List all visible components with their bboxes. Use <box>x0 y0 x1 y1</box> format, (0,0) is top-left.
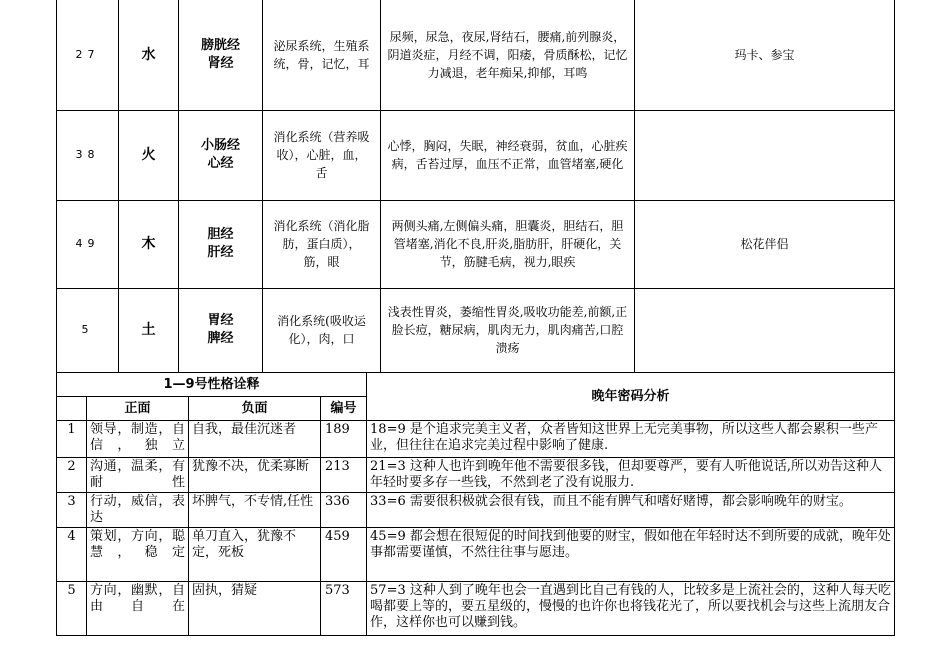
row-index: 1 <box>57 421 87 458</box>
system-cell: 泌尿系统，生殖系统，骨，记忆，耳 <box>263 0 381 110</box>
symptom-cell: 尿频，尿急，夜尿,肾结石，腰痛,前列腺炎，阴道炎症，月经不调，阳痿，骨质酥松，记忆力减退，老年痴呆,抑郁，耳鸣 <box>381 0 635 110</box>
gemstone-cell <box>635 110 895 200</box>
meridian-table <box>56 0 895 373</box>
meridian-name: 膀胱经 <box>200 37 240 53</box>
negative-traits: 固执，猜疑 <box>189 582 321 636</box>
table-row <box>57 528 895 582</box>
meridian-name: 胃经 <box>207 313 234 328</box>
personality-table <box>56 372 895 636</box>
symptom-cell: 浅表性胃炎，萎缩性胃炎,吸收功能差,前额,正脸长痘，糖尿病，肌肉无力，肌肉痛苦,口腔溃疡 <box>381 288 635 372</box>
positive-traits: 策划，方向，聪慧，稳定 <box>87 528 189 582</box>
positive-traits: 方向，幽默，自由自在 <box>87 582 189 636</box>
analysis-text: 33=6 需要很积极就会很有钱，而且不能有脾气和嗜好赌博，都会影响晚年的财宝。 <box>367 493 895 528</box>
positive-traits: 行动，威信，表达 <box>87 493 189 528</box>
negative-header: 负面 <box>189 397 321 421</box>
meridian-cell <box>179 288 263 372</box>
code-number: 336 <box>321 493 367 528</box>
analysis-text: 18=9 是个追求完美主义者，众者皆知这世界上无完美事物，所以这些人都会累积一些产业，但往往在追求完美过程中影响了健康. <box>367 421 895 458</box>
system-cell: 消化系统（消化脂肪，蛋白质），筋，眼 <box>263 200 381 288</box>
analysis-text: 45=9 都会想在很短促的时间找到他要的财宝，假如他在年轻时达不到所要的成就，晚年处事都需要谨慎，不然往往事与愿违。 <box>367 528 895 582</box>
negative-traits: 自我，最佳沉迷者 <box>189 421 321 458</box>
code-number: 189 <box>321 421 367 458</box>
analysis-text: 21=3 这种人也许到晚年他不需要很多钱，但却要尊严，要有人听他说话,所以劝告这种人年轻时要多存一些钱，不然到老了没有说服力. <box>367 458 895 493</box>
number-cell: 49 <box>57 200 119 288</box>
positive-header: 正面 <box>87 397 189 421</box>
negative-traits: 单刀直入，犹豫不定，死板 <box>189 528 321 582</box>
system-cell: 消化系统（营养吸收），心脏，血，舌 <box>263 110 381 200</box>
code-number: 459 <box>321 528 367 582</box>
negative-traits: 坏脾气，不专情,任性 <box>189 493 321 528</box>
number-cell: 5 <box>57 288 119 372</box>
row-index: 4 <box>57 528 87 582</box>
index-header <box>57 397 87 421</box>
code-header: 编号 <box>321 397 367 421</box>
row-index: 5 <box>57 582 87 636</box>
table-row <box>57 110 895 200</box>
code-number: 213 <box>321 458 367 493</box>
analysis-title: 晚年密码分析 <box>367 373 895 421</box>
number-cell: 38 <box>57 110 119 200</box>
code-number: 573 <box>321 582 367 636</box>
table-row <box>57 200 895 288</box>
table-row <box>57 288 895 372</box>
meridian-cell <box>179 200 263 288</box>
personality-title: 1—9号性格诠释 <box>57 373 367 397</box>
meridian-name: 脾经 <box>207 331 234 346</box>
symptom-cell: 两侧头痛,左侧偏头痛，胆囊炎，胆结石，胆管堵塞,消化不良,肝炎,脂肪肝，肝硬化，关节，筋腱毛病，视力,眼疾 <box>381 200 635 288</box>
gemstone-cell: 松花伴侣 <box>635 200 895 288</box>
positive-traits: 领导，制造，自信，独立 <box>87 421 189 458</box>
gemstone-cell: 玛卡、参宝 <box>635 0 895 110</box>
meridian-cell <box>179 110 263 200</box>
element-cell: 土 <box>119 288 179 372</box>
analysis-text: 57=3 这种人到了晚年也会一直遇到比自己有钱的人，比较多是上流社会的，这种人每天吃喝都要上等的，要五星级的，慢慢的也许你也将钱花光了，所以要找机会与这些上流朋友合作，这样你也可以赚到钱。 <box>367 582 895 636</box>
table-row <box>57 421 895 458</box>
meridian-name: 胆经 <box>207 227 234 242</box>
element-cell: 火 <box>119 110 179 200</box>
system-cell: 消化系统(吸收运化），肉，口 <box>263 288 381 372</box>
meridian-name: 肾经 <box>207 55 234 71</box>
table-row <box>57 458 895 493</box>
element-cell: 水 <box>119 0 179 110</box>
table-row <box>57 493 895 528</box>
symptom-cell: 心悸，胸闷，失眠，神经衰弱，贫血，心脏疾病，舌苔过厚，血压不正常，血管堵塞,硬化 <box>381 110 635 200</box>
positive-traits: 沟通，温柔，有耐性 <box>87 458 189 493</box>
meridian-name: 心经 <box>207 156 234 171</box>
meridian-name: 小肠经 <box>200 138 240 153</box>
negative-traits: 犹豫不决，优柔寡断 <box>189 458 321 493</box>
element-cell: 木 <box>119 200 179 288</box>
meridian-name: 肝经 <box>207 245 234 260</box>
table-row <box>57 0 895 110</box>
meridian-cell <box>179 0 263 110</box>
number-cell: 27 <box>57 0 119 110</box>
gemstone-cell <box>635 288 895 372</box>
row-index: 3 <box>57 493 87 528</box>
row-index: 2 <box>57 458 87 493</box>
header-row <box>57 373 895 397</box>
table-row <box>57 582 895 636</box>
